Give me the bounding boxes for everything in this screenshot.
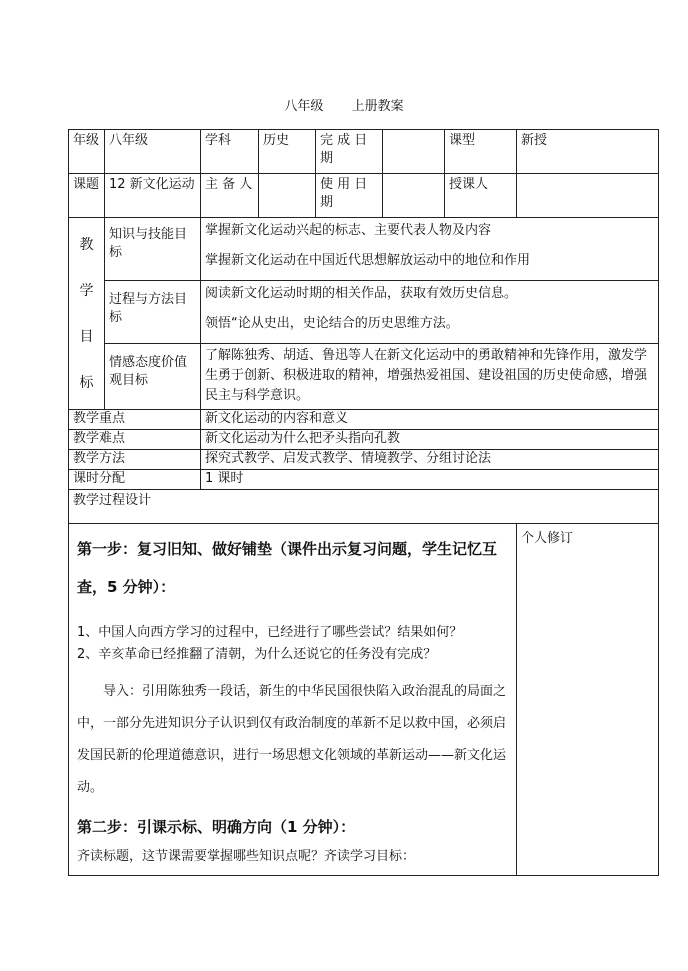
difficulty-label: 教学难点 [69,430,201,450]
preparer-value[interactable] [259,174,316,218]
goal-row-attitude [69,344,659,410]
grade-value: 八年级 [105,130,201,174]
page-title [0,95,688,114]
info-row-2 [69,174,659,218]
step2-title: 第二步：引课示标、明确方向（1 分钟）： [77,818,356,836]
subject-label: 学科 [201,130,259,174]
method-label: 教学方法 [69,450,201,470]
goal-line: 领悟“论从史出，史论结合的历史思维方法。 [205,316,459,331]
question-2: 2、辛亥革命已经推翻了清朝，为什么还说它的任务没有完成？ [77,647,437,662]
goals-label-char: 学 [79,282,94,299]
process-content [69,524,517,876]
goal-line: 掌握新文化运动兴起的标志、主要代表人物及内容 [205,223,492,238]
lesson-plan-sheet [68,129,658,876]
lesson-type-label: 课型 [445,130,517,174]
revision-column[interactable]: 个人修订 [517,524,659,876]
method-value: 探究式教学、启发式教学、情境教学、分组讨论法 [201,450,659,470]
question-1: 1、中国人向西方学习的过程中，已经进行了哪些尝试？结果如何？ [77,625,463,640]
row-hours [69,470,659,490]
preparer-label: 主 备 人 [201,174,259,218]
title-volume: 上册教案 [351,99,404,114]
goals-label-char: 目 [79,328,94,345]
spacer [77,606,508,622]
hours-label: 课时分配 [69,470,201,490]
row-method [69,450,659,470]
lesson-type-value: 新授 [517,130,659,174]
step2-text: 齐读标题，这节课需要掌握哪些知识点呢？齐读学习目标： [77,849,416,864]
lesson-plan-table [68,129,659,876]
goal-row-process [69,281,659,344]
row-difficulty [69,430,659,450]
goals-label-char: 标 [79,374,94,391]
goal-row-knowledge [69,218,659,281]
goals-label [69,218,105,410]
info-row-1 [69,130,659,174]
key-point-label: 教学重点 [69,410,201,430]
teacher-label: 授课人 [445,174,517,218]
row-process-body [69,524,659,876]
goal-text-process [201,281,659,344]
grade-label: 年级 [69,130,105,174]
use-date-value[interactable] [383,174,445,218]
use-date-label: 使 用 日 期 [316,174,383,218]
topic-label: 课题 [69,174,105,218]
goal-line: 阅读新文化运动时期的相关作品，获取有效历史信息。 [205,286,518,301]
key-point-value: 新文化运动的内容和意义 [201,410,659,430]
completion-date-label: 完 成 日 期 [316,130,383,174]
goal-label-attitude: 情感态度价值观目标 [105,344,201,410]
teacher-value[interactable] [517,174,659,218]
goals-label-char: 教 [79,236,94,253]
hours-value: 1 课时 [201,470,659,490]
goal-label-knowledge: 知识与技能目标 [105,218,201,281]
difficulty-value: 新文化运动为什么把矛头指向孔教 [201,430,659,450]
completion-date-value[interactable] [383,130,445,174]
topic-value: 12 新文化运动 [105,174,201,218]
goal-text-knowledge [201,218,659,281]
row-process-heading [69,490,659,524]
row-key-point [69,410,659,430]
process-label: 教学过程设计 [69,490,659,524]
title-grade: 八年级 [284,99,324,114]
step1-title: 第一步：复习旧知、做好铺垫（课件出示复习问题，学生记忆互查，5 分钟）： [77,540,498,596]
goal-text-attitude: 了解陈独秀、胡适、鲁迅等人在新文化运动中的勇敢精神和先锋作用，激发学生勇于创新、积极进取的精神，增强热爱祖国、建设祖国的历史使命感，增强民主与科学意识。 [201,344,659,410]
subject-value: 历史 [259,130,316,174]
goal-line: 掌握新文化运动在中国近代思想解放运动中的地位和作用 [205,253,531,268]
intro-paragraph: 导入：引用陈独秀一段话，新生的中华民国很快陷入政治混乱的局面之中，一部分先进知识分子认识到仅有政治制度的革新不足以救中国，必须启发国民新的伦理道德意识，进行一场思想文化领域的革新运动——新文化运动。 [77,684,507,795]
goal-label-process: 过程与方法目标 [105,281,201,344]
